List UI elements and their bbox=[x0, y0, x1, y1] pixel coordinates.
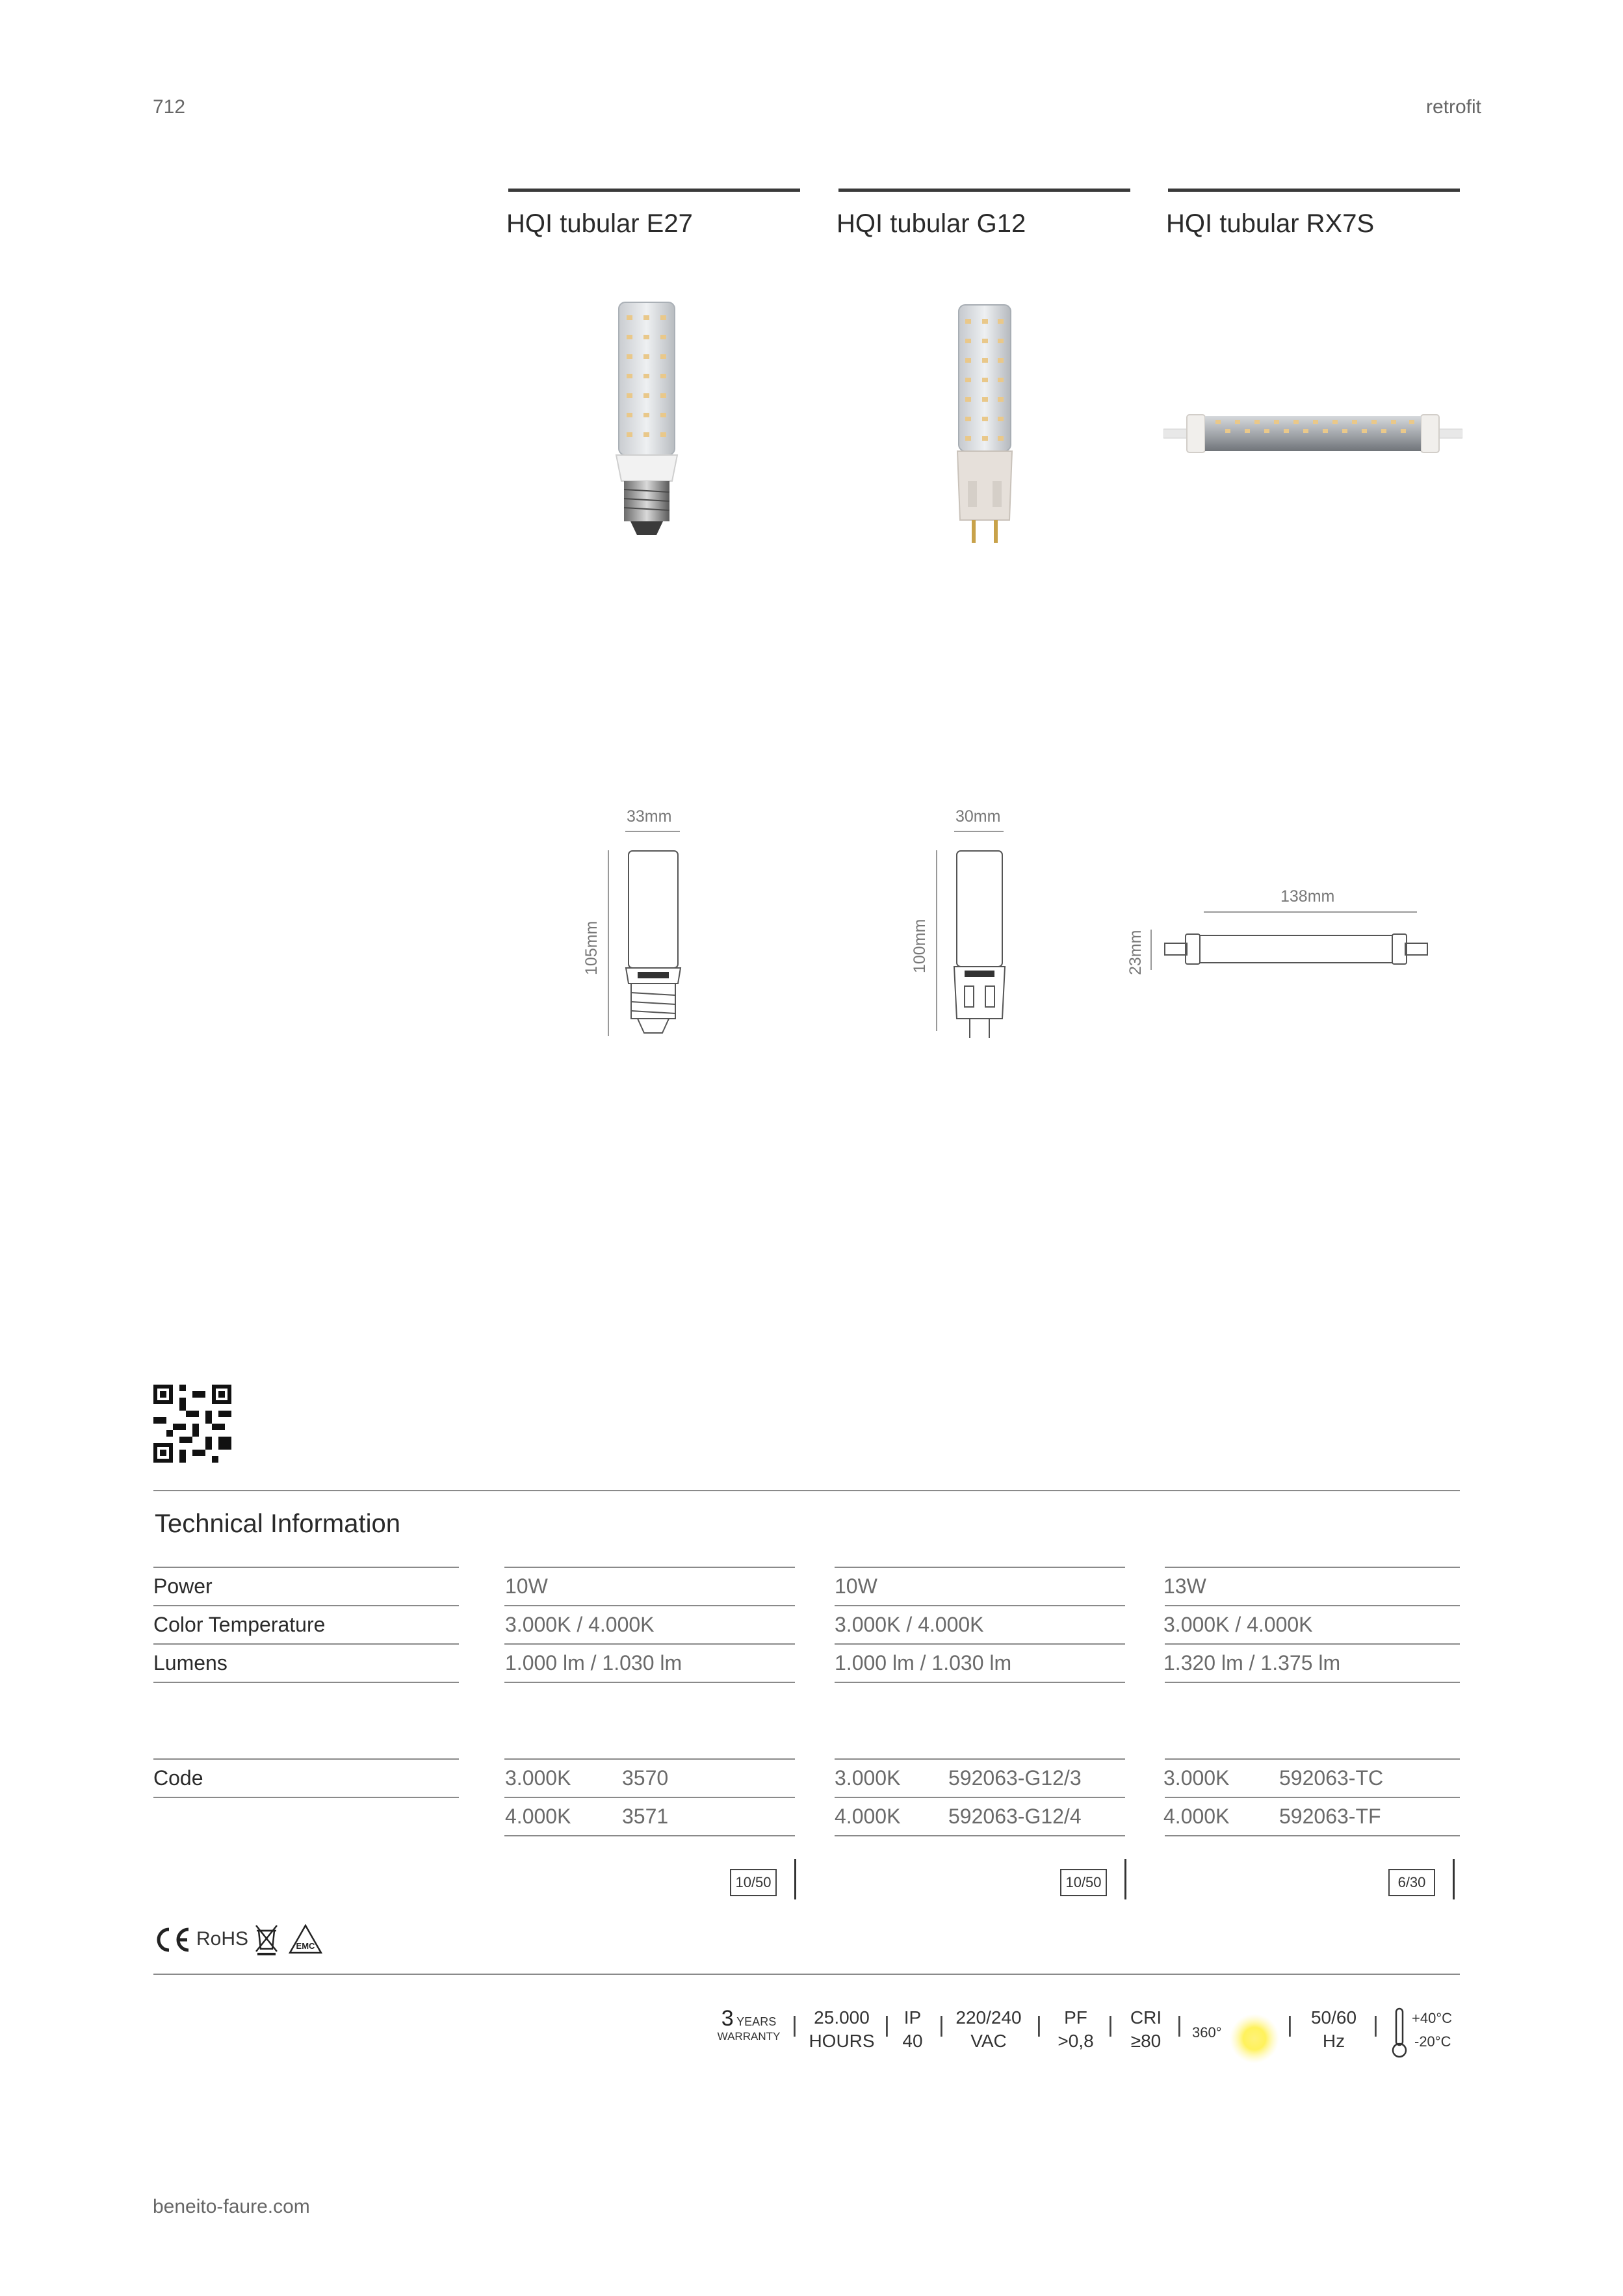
column-end-bar bbox=[1124, 1859, 1126, 1899]
cri-label: CRI bbox=[1130, 2007, 1162, 2028]
cri bbox=[1122, 2006, 1170, 2053]
code-cct: 4.000K bbox=[505, 1805, 571, 1828]
separator: | bbox=[1373, 2013, 1379, 2037]
ip-value: 40 bbox=[902, 2031, 923, 2051]
drawing-g12 bbox=[950, 848, 1009, 1043]
temp-min: -20°C bbox=[1414, 2033, 1451, 2050]
product-photo-rx7s bbox=[1163, 403, 1462, 465]
power-value: 10W bbox=[505, 1574, 548, 1598]
separator: | bbox=[884, 2013, 890, 2037]
ip-label: IP bbox=[903, 2007, 922, 2028]
row-rule bbox=[835, 1835, 1125, 1836]
label-power: Power bbox=[153, 1574, 213, 1598]
code-cct: 3.000K bbox=[1163, 1766, 1230, 1790]
column-rule bbox=[1168, 189, 1460, 192]
temp-max: +40°C bbox=[1412, 2010, 1453, 2026]
rohs-label: RoHS bbox=[196, 1928, 249, 1950]
box-icon: 10/50 bbox=[730, 1869, 777, 1896]
separator: | bbox=[1036, 2013, 1042, 2037]
color-temp-value: 3.000K / 4.000K bbox=[505, 1613, 655, 1636]
row-rule bbox=[835, 1643, 1125, 1645]
code-cct: 4.000K bbox=[835, 1805, 901, 1828]
drawing-e27 bbox=[621, 848, 686, 1040]
pf-label: PF bbox=[1064, 2007, 1087, 2028]
dimension-line bbox=[625, 831, 680, 832]
hours-label: HOURS bbox=[809, 2031, 875, 2051]
row-rule bbox=[504, 1797, 795, 1798]
thermometer-icon bbox=[1391, 2007, 1408, 2059]
section-label: retrofit bbox=[1425, 96, 1481, 118]
lumens-value: 1.000 lm / 1.030 lm bbox=[835, 1651, 1012, 1675]
warranty-badge bbox=[715, 2006, 783, 2043]
dimension-height-label: 100mm bbox=[911, 919, 929, 973]
dimension-line bbox=[1204, 911, 1417, 913]
row-rule bbox=[504, 1605, 795, 1606]
product-photo-g12 bbox=[946, 302, 1024, 549]
row-rule bbox=[1165, 1758, 1460, 1760]
box-icon: 10/50 bbox=[1060, 1869, 1107, 1896]
row-rule bbox=[835, 1797, 1125, 1798]
lifetime-hours bbox=[806, 2006, 877, 2053]
dimension-line bbox=[936, 850, 937, 1031]
row-rule bbox=[153, 1567, 459, 1568]
separator: | bbox=[792, 2013, 798, 2037]
power-value: 13W bbox=[1163, 1574, 1206, 1598]
row-rule bbox=[153, 1797, 459, 1798]
code-cct: 3.000K bbox=[835, 1766, 901, 1790]
row-rule bbox=[504, 1567, 795, 1568]
code-cct: 3.000K bbox=[505, 1766, 571, 1790]
code-value: 592063-G12/3 bbox=[948, 1766, 1082, 1790]
row-rule bbox=[1165, 1643, 1460, 1645]
code-value: 592063-TC bbox=[1279, 1766, 1384, 1790]
dimension-height-label: 105mm bbox=[582, 920, 601, 975]
product-title: HQI tubular G12 bbox=[837, 209, 1026, 238]
footer-url[interactable]: beneito-faure.com bbox=[153, 2196, 310, 2217]
separator: | bbox=[1108, 2013, 1113, 2037]
freq-label: Hz bbox=[1322, 2031, 1345, 2051]
pf-value: >0,8 bbox=[1058, 2031, 1094, 2051]
hours-value: 25.000 bbox=[814, 2007, 870, 2028]
row-rule bbox=[504, 1758, 795, 1760]
column-rule bbox=[838, 189, 1130, 192]
column-end-bar bbox=[794, 1859, 796, 1899]
row-rule bbox=[1165, 1797, 1460, 1798]
warranty-years: YEARS bbox=[736, 2015, 777, 2028]
cri-value: ≥80 bbox=[1130, 2031, 1162, 2051]
dimension-width-label: 138mm bbox=[1280, 887, 1335, 906]
color-temp-value: 3.000K / 4.000K bbox=[1163, 1613, 1313, 1636]
row-rule bbox=[153, 1605, 459, 1606]
code-value: 592063-TF bbox=[1279, 1805, 1381, 1828]
warranty-label: WARRANTY bbox=[717, 2030, 781, 2042]
row-rule bbox=[1165, 1605, 1460, 1606]
svg-text:EMC: EMC bbox=[296, 1941, 315, 1951]
dimension-width-label: 30mm bbox=[955, 807, 1001, 826]
page-number: 712 bbox=[153, 96, 186, 118]
section-divider bbox=[153, 1974, 1460, 1975]
drawing-rx7s bbox=[1163, 926, 1430, 972]
product-title: HQI tubular E27 bbox=[506, 209, 693, 238]
separator: | bbox=[1176, 2013, 1182, 2037]
frequency bbox=[1303, 2006, 1365, 2053]
row-rule bbox=[504, 1835, 795, 1836]
row-rule bbox=[1165, 1835, 1460, 1836]
row-rule bbox=[504, 1682, 795, 1683]
qr-code-icon[interactable] bbox=[153, 1385, 231, 1463]
label-code: Code bbox=[153, 1766, 203, 1790]
ce-mark-icon bbox=[153, 1925, 191, 1954]
dimension-line bbox=[954, 831, 1004, 832]
dimension-line bbox=[1150, 930, 1152, 970]
row-rule bbox=[153, 1682, 459, 1683]
beam-angle: 360° bbox=[1192, 2024, 1222, 2041]
column-rule bbox=[508, 189, 800, 192]
box-icon: 6/30 bbox=[1388, 1869, 1435, 1896]
column-end-bar bbox=[1453, 1859, 1455, 1899]
warranty-number: 3 bbox=[721, 2006, 734, 2031]
code-value: 3571 bbox=[622, 1805, 669, 1828]
product-title: HQI tubular RX7S bbox=[1166, 209, 1375, 238]
separator: | bbox=[939, 2013, 944, 2037]
product-photo-e27 bbox=[604, 296, 689, 543]
row-rule bbox=[504, 1643, 795, 1645]
row-rule bbox=[153, 1643, 459, 1645]
voltage-label: VAC bbox=[970, 2031, 1007, 2051]
code-value: 592063-G12/4 bbox=[948, 1805, 1082, 1828]
code-value: 3570 bbox=[622, 1766, 669, 1790]
section-divider bbox=[153, 1490, 1460, 1491]
code-cct: 4.000K bbox=[1163, 1805, 1230, 1828]
row-rule bbox=[1165, 1682, 1460, 1683]
lumens-value: 1.320 lm / 1.375 lm bbox=[1163, 1651, 1341, 1675]
label-lumens: Lumens bbox=[153, 1651, 227, 1675]
separator: | bbox=[1287, 2013, 1293, 2037]
sun-icon bbox=[1228, 2013, 1280, 2065]
row-rule bbox=[835, 1567, 1125, 1568]
dimension-line bbox=[608, 850, 609, 1036]
row-rule bbox=[835, 1605, 1125, 1606]
color-temp-value: 3.000K / 4.000K bbox=[835, 1613, 984, 1636]
weee-bin-icon bbox=[253, 1923, 279, 1957]
dimension-width-label: 33mm bbox=[627, 807, 672, 826]
ip-rating bbox=[900, 2006, 926, 2053]
voltage-value: 220/240 bbox=[955, 2007, 1022, 2028]
power-factor bbox=[1052, 2006, 1100, 2053]
emc-icon bbox=[289, 1924, 322, 1955]
power-value: 10W bbox=[835, 1574, 877, 1598]
dimension-height-label: 23mm bbox=[1126, 930, 1145, 975]
row-rule bbox=[1165, 1567, 1460, 1568]
technical-info-title: Technical Information bbox=[155, 1509, 400, 1538]
lumens-value: 1.000 lm / 1.030 lm bbox=[505, 1651, 682, 1675]
label-color-temperature: Color Temperature bbox=[153, 1613, 326, 1636]
row-rule bbox=[835, 1758, 1125, 1760]
row-rule bbox=[835, 1682, 1125, 1683]
voltage bbox=[953, 2006, 1024, 2053]
freq-value: 50/60 bbox=[1310, 2007, 1357, 2028]
row-rule bbox=[153, 1758, 459, 1760]
